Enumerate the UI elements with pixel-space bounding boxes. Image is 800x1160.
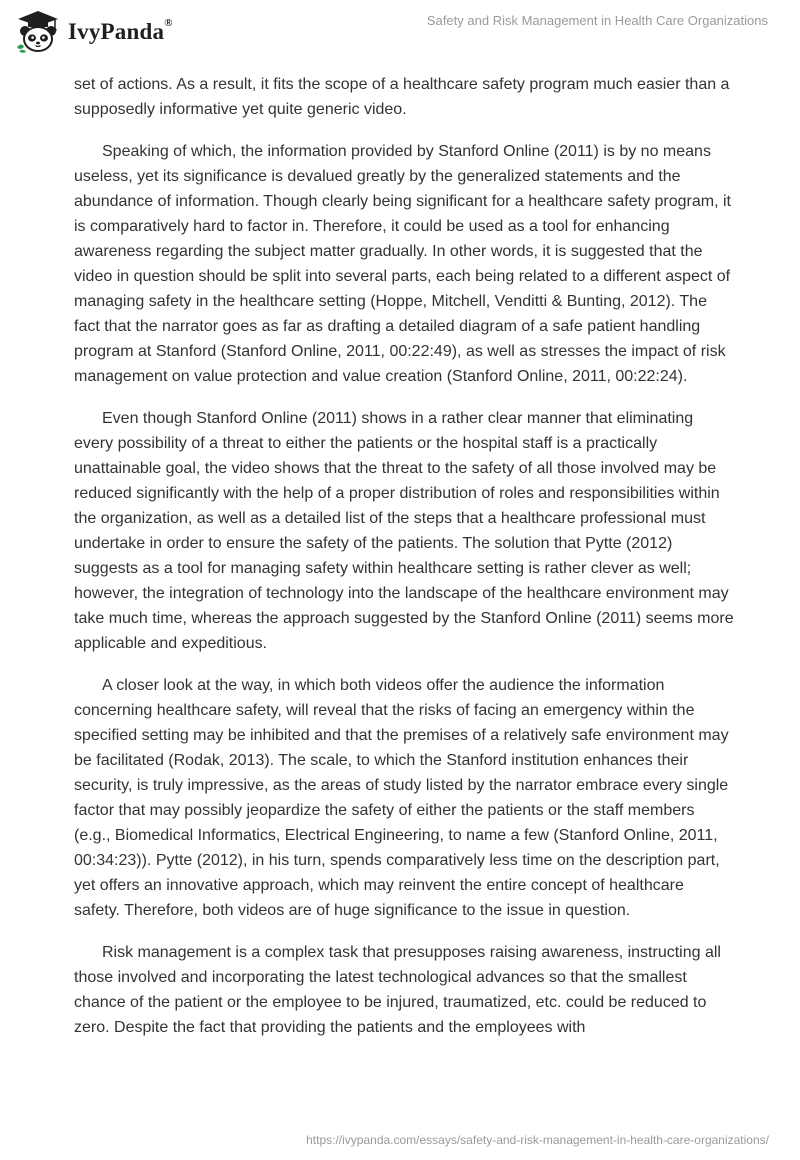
paragraph: A closer look at the way, in which both videos offer the audience the information concerning healthcare safety, will reveal that the risks of facing an emergency within the specified setting may be inhibited and that the premises of a relatively safe environment may be facilitated (Rodak, 2013). The scale, to which the Stanford institution enhances their security, is truly impressive, as the areas of study listed by the narrator embrace every single factor that may possibly jeopardize the safety of either the patients or the staff members (e.g., Biomedical Informatics, Electrical Engineering, to name a few (Stanford Online, 2011, 00:34:23)). Pytte (2012), in his turn, spends comparatively less time on the description part, yet offers an innovative approach, which may reinvent the entire concept of healthcare safety. Therefore, both videos are of huge significance to the issue in question. [74,677,729,919]
panda-graduate-icon [14,9,62,53]
source-url[interactable]: https://ivypanda.com/essays/safety-and-risk-management-in-health-care-organizations/ [306,1133,769,1147]
essay-body [74,72,734,1057]
logo-wordmark: IvyPanda® [68,17,173,44]
page-header [0,0,800,60]
ivypanda-logo[interactable] [14,9,173,53]
paragraph: Even though Stanford Online (2011) shows in a rather clear manner that eliminating every possibility of a threat to either the patients or the hospital staff is a practically unattainable goal, the video shows that the threat to the safety of all those involved may be reduced significantly with the help of a proper distribution of roles and responsibilities within the organization, as well as a detailed list of the steps that a healthcare professional must undertake in order to ensure the safety of the patients. The solution that Pytte (2012) suggests as a tool for managing safety within healthcare setting is rather clever as well; however, the integration of technology into the landscape of the healthcare environment may take much time, whereas the approach suggested by the Stanford Online (2011) seems more applicable and expeditious. [74,410,734,652]
running-title: Safety and Risk Management in Health Care Organizations [426,13,768,28]
paragraph: Risk management is a complex task that presupposes raising awareness, instructing all those involved and incorporating the latest technological advances so that the smallest chance of the patient or the employee to be injured, traumatized, etc. could be reduced to zero. Despite the fact that providing the patients and the employees with [74,944,721,1036]
paragraph-continuation: set of actions. As a result, it fits the scope of a healthcare safety program much easier than a supposedly informative yet quite generic video. [74,76,730,118]
paragraph: Speaking of which, the information provided by Stanford Online (2011) is by no means useless, yet its significance is devalued greatly by the generalized statements and the abundance of information. Though clearly being significant for a healthcare safety program, it is comparatively hard to factor in. Therefore, it could be used as a tool for enhancing awareness regarding the subject matter gradually. In other words, it is suggested that the video in question should be split into several parts, each being related to a different aspect of managing safety in the healthcare setting (Hoppe, Mitchell, Venditti & Bunting, 2012). The fact that the narrator goes as far as drafting a detailed diagram of a safe patient handling program at Stanford (Stanford Online, 2011, 00:22:49), as well as stresses the impact of risk management on value protection and value creation (Stanford Online, 2011, 00:22:24). [74,143,731,385]
